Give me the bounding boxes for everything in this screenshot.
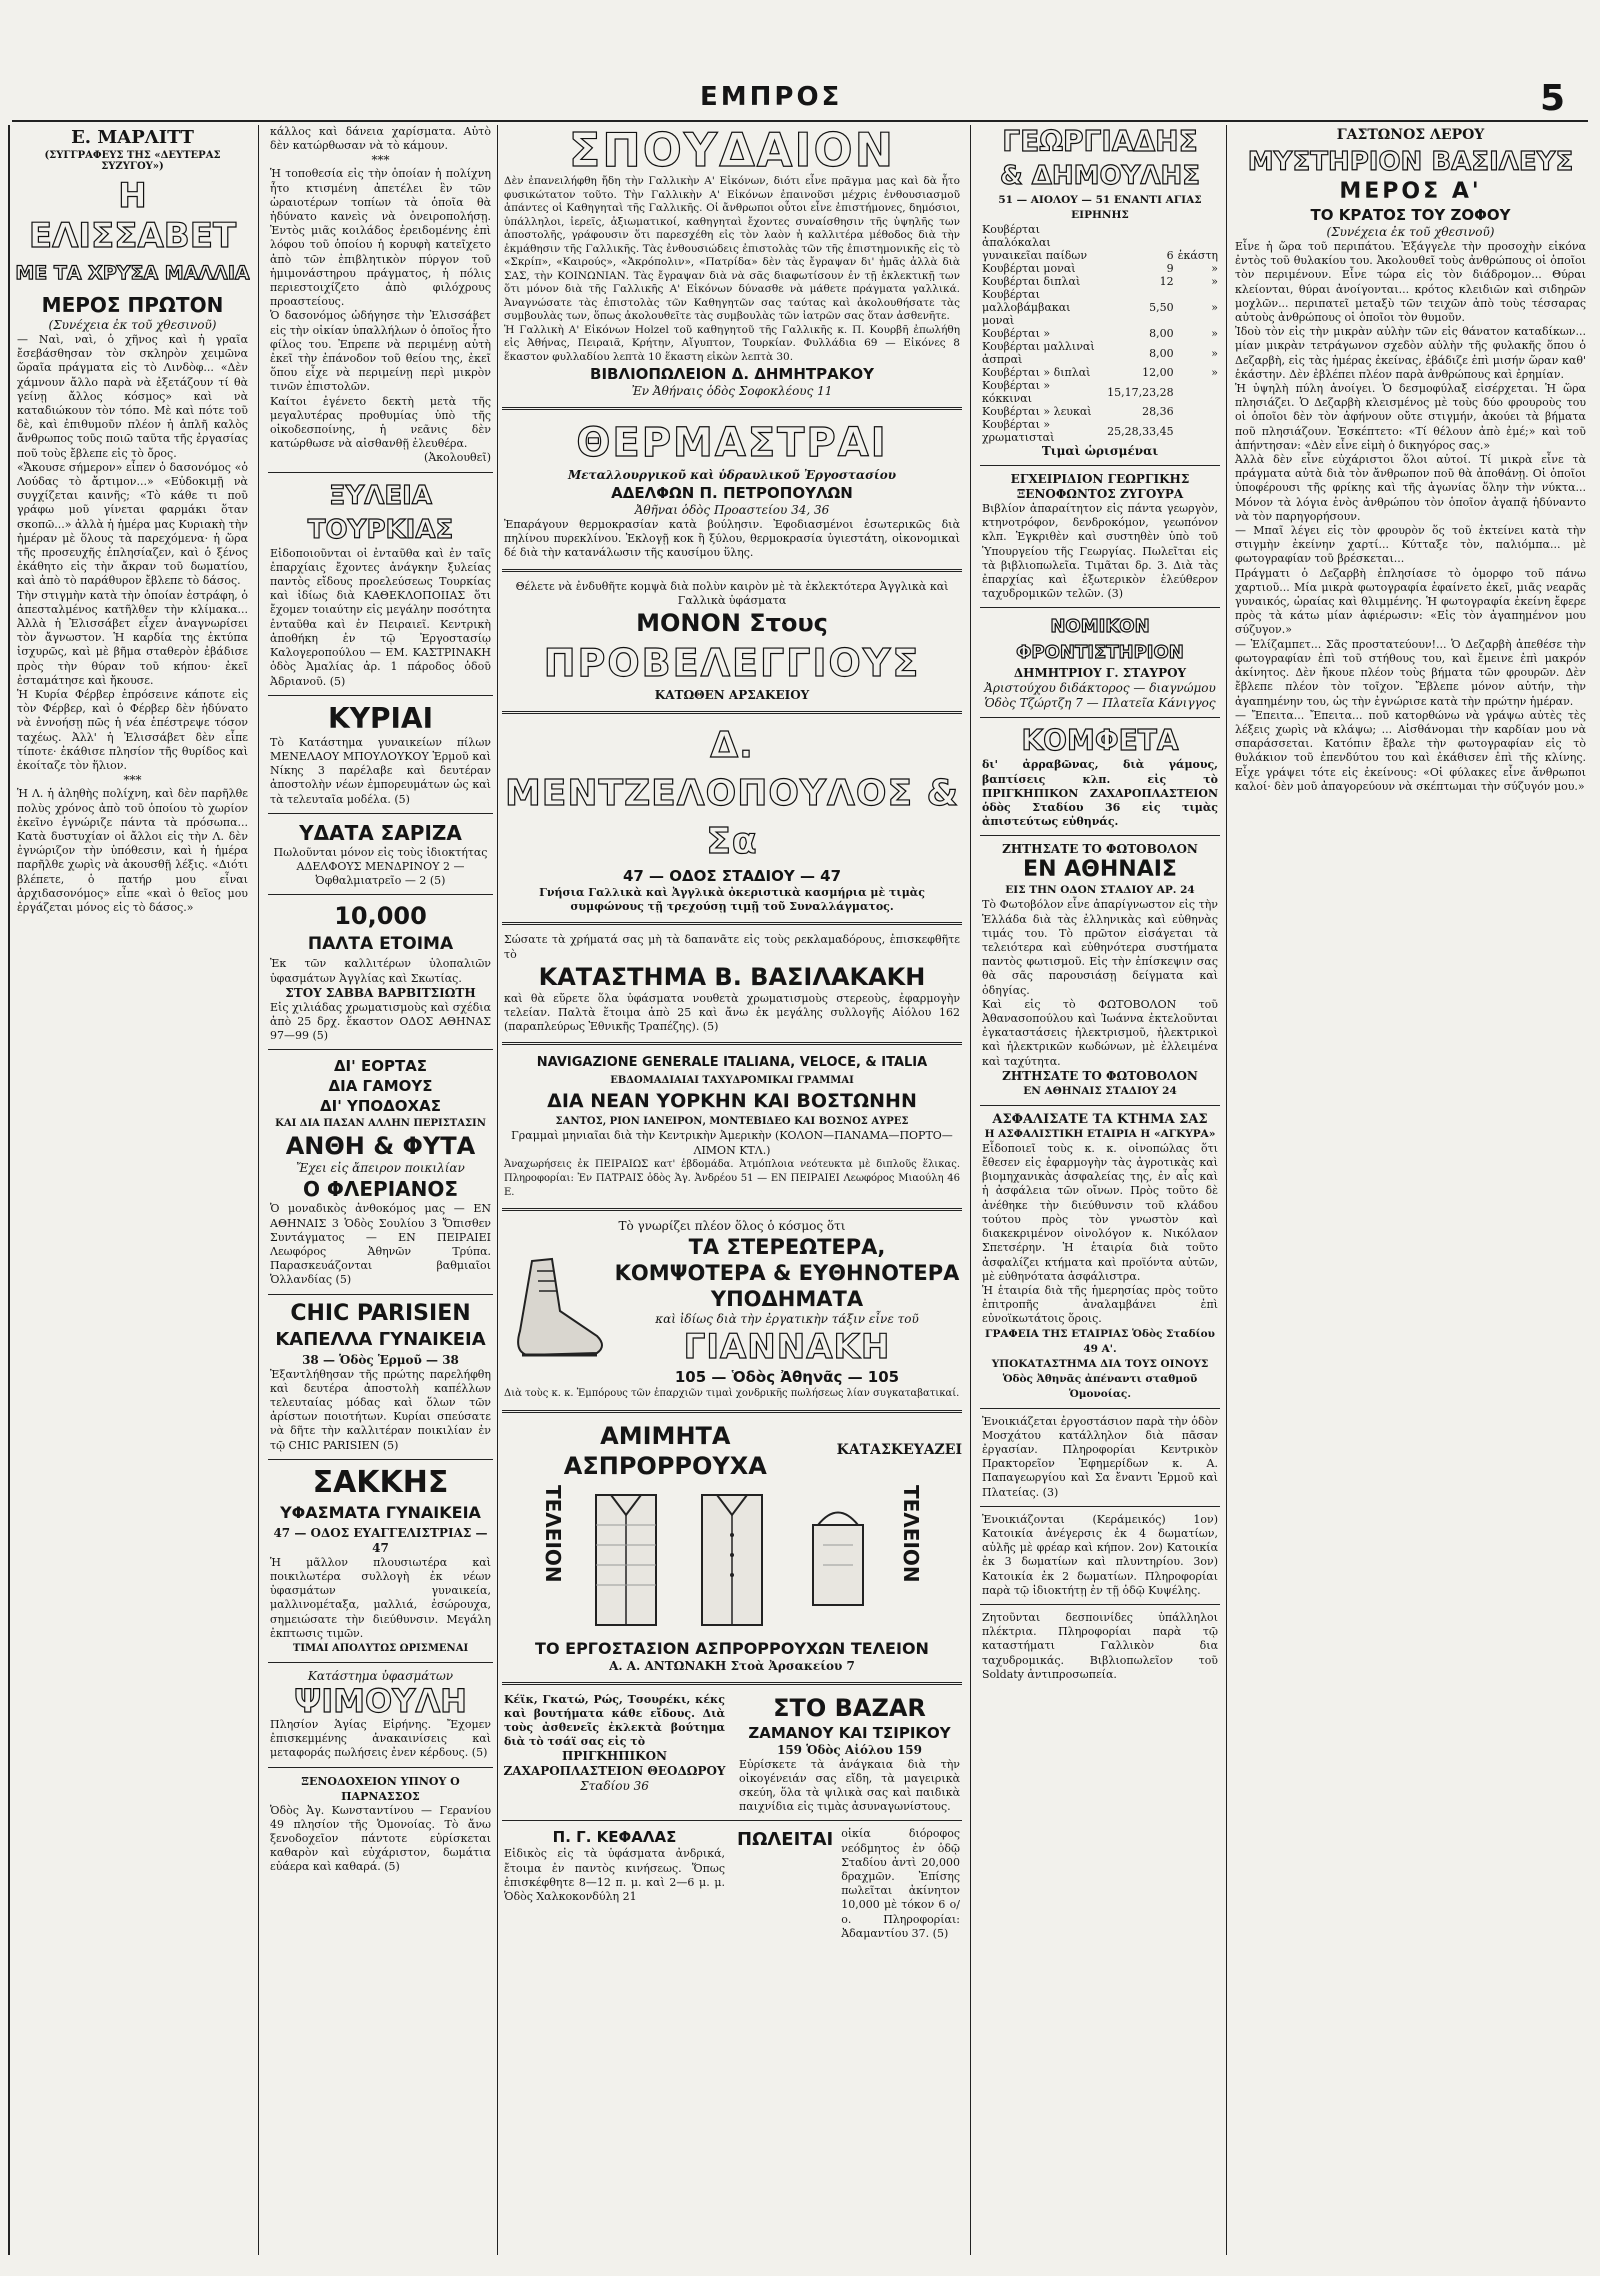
price-value: [1105, 223, 1175, 249]
divider: [980, 835, 1220, 836]
price-value: 25,28,33,45: [1107, 424, 1174, 438]
divider: [502, 711, 962, 714]
serial-part-title: ΤΟ ΚΡΑΤΟΣ ΤΟΥ ΖΟΦΟΥ: [1310, 206, 1511, 224]
ad-address: 47 — ΟΔΟΣ ΕΥΑΓΓΕΛΙΣΤΡΙΑΣ — 47: [273, 1525, 488, 1555]
ad-text: Κέϊκ, Γκατώ, Ρώς, Τσουρέκι, κέκς καὶ βουτήματα κάθε εἴδους. Διὰ τοὺς ἀσθενεῖς ἐκλεκτὰ βούτημα διὰ τὸ τσάϊ σας εἰς τὸ: [504, 1692, 725, 1749]
ad-text: Ἡ Γαλλικὴ Α' Εἰκόνων Holzel τοῦ καθηγητοῦ τῆς Γαλλικῆς κ. Π. Κουρβῆ ἐπωλήθη εἰς Ἀθήνας, Πειραιᾶ, Κρήτην, Αἴγυπτον, Τουρκίαν. Φυλλάδια 69 — Εἰκόνες 8 ἕκαστον φυλλαδίου λεπτὰ 10 ἕκαστη εἰκὼν λεπτὰ 30.: [504, 323, 960, 363]
ad-text: Τὸ Κατάστημα γυναικείων πίλων ΜΕΝΕΛΑΟΥ ΜΠΟΥΛΟΥΚΟΥ Ἑρμοῦ καὶ Νίκης 3 παρέλαβε καὶ δευτέραν ἀποστολὴν νέων ἐμπορευμάτων ὡς καὶ τὰ τελευταῖα μοδέλα. (5): [270, 735, 491, 806]
price-unit: »: [1211, 262, 1218, 275]
ad-title: NAVIGAZIONE GENERALE ITALIANA, VELOCE, & ITALIA: [536, 1055, 928, 1071]
ad-heaters: [502, 418, 962, 561]
ad-fotovolon: [980, 842, 1220, 1098]
serial-paragraph: Ἡ Κυρία Φέρβερ ἐπρόσεινε κάποτε εἰς τὸν Φέρβερ, καὶ ὁ Φέρβερ δὲν ἠδύνατο νὰ ἐννοήσῃ πῶς ἡ νέα ἐπέστρεψε τόσον ταχέως. Ἀλλ' ἡ Ἐλισσάβετ δὲν εἶπε τίποτε· ἐκάθισε πλησίον τῆς θυρίδος καὶ ἐκοίταζε τὸν ἥλιον.: [17, 688, 248, 773]
ad-text: οἰκία διόροφος νεόδμητος ἐν ὁδῷ Σταδίου ἀντὶ 20,000 δραχμῶν. Ἐπίσης πωλεῖται ἀκίνητον 10,000 μὲ τόκον 6 ο/ο. Πληροφορίαι: Ἀδαμαντίου 37. (5): [841, 1827, 960, 1940]
price-item: Κουβέρται »: [982, 327, 1051, 340]
serial-paragraph: Τὴν στιγμὴν κατὰ τὴν ὁποίαν ἐστράφη, ὁ ἀπεσταλμένος κατῆλθεν τὴν κλίμακα... Ἀλλὰ ἡ Ἐλισσάβετ εἶχεν ἀναγνωρίσει τὸν ἄγνωστον. Ἡ καρδία της ἐκτύπα ἰσχυρῶς, καὶ μὲ βῆμα σταθερὸν ἐβάδισε πρὸς τὴν θύραν τοῦ κήπου· ἐκεῖ ἐσταμάτησε καὶ ἤκουσε.: [17, 588, 248, 687]
divider: [268, 472, 493, 473]
ad-title: ΑΝΘΗ & ΦΥΤΑ: [285, 1132, 476, 1161]
serial-part: ΜΕΡΟΣ Α': [1339, 179, 1482, 204]
price-item: γυναικεῖαι παίδων: [982, 249, 1088, 262]
price-row: [980, 249, 1220, 262]
divider: [268, 1294, 493, 1295]
ad-title: ΣΤΟ BAZAR: [773, 1693, 926, 1722]
price-value: 15,17,23,28: [1107, 385, 1174, 399]
divider: [502, 1820, 962, 1821]
ad-destination: ΔΙΑ ΝΕΑΝ ΥΟΡΚΗΝ ΚΑΙ ΒΟΣΤΩΝΗΝ: [547, 1090, 917, 1113]
serial-paragraph: Εἶνε ἡ ὥρα τοῦ περιπάτου. Ἐξάγγελε τὴν προσοχὴν εἰκόνα ἐντὸς τοῦ θυλακίου του. Ἀκολουθεῖ τοὺς ἀνθρώπους οἱ ὁποῖοι τὸν περιμένουν. Εἶνε τώρα εἰς τὸν διάδρομον... Θύραι κλείονται, θύραι ἀνοίγονται... κρότος κλειδιῶν καὶ σιδηρῶν μοχλῶν... περιπατεῖ μεταξὺ τῶν τειχῶν ἀπὸ τοὺς τέσσαρας αὐτοὺς ἀνθρώπους οἱ ὁποῖοι τὸν θυμοῦν.: [1235, 240, 1586, 325]
divider: [502, 1682, 962, 1685]
price-value: 5,50: [1149, 301, 1174, 314]
ad-title: ΕΓΧΕΙΡΙΔΙΟΝ ΓΕΩΡΓΙΚΗΣ: [1010, 472, 1190, 486]
divider: [980, 607, 1220, 608]
ad-title: ΠΩΛΕΙΤΑΙ: [737, 1829, 834, 1851]
classified-ad: Ζητοῦνται δεσποινίδες ὑπάλληλοι πλέκτρια. Πληροφορίαι παρὰ τῷ καταστήματι Γαλλικὸν δια ταχυδρομικάς. Βιβλιοπωλεῖον τοῦ Soldaty ἀντιπροσωπεία.: [982, 1610, 1218, 1681]
ad-navigazione: [502, 1053, 962, 1200]
column-2: [268, 125, 493, 2255]
price-list: [980, 223, 1220, 444]
ad-text: Ἐκ τῶν καλλιτέρων ὑλοπαλιῶν ὑφασμάτων Ἀγγλίας καὶ Σκωτίας.: [270, 957, 491, 985]
ad-subtitle: Η ΑΣΦΑΛΙΣΤΙΚΗ ΕΤΑΙΡΙΑ Η «ΑΓΚΥΡΑ»: [984, 1127, 1216, 1140]
ad-title: ΤΑ ΣΤΕΡΕΩΤΕΡΑ, ΚΟΜΨΟΤΕΡΑ & ΕΥΘΗΝΟΤΕΡΑ ΥΠΟΔΗΜΑΤΑ: [614, 1235, 960, 1312]
ad-only: ΜΟΝΟΝ Στους: [636, 609, 828, 638]
ad-address: ΕΝ ΑΘΗΝΑΙΣ ΣΤΑΔΙΟΥ 24: [1023, 1084, 1177, 1097]
ad-text: Πλησίον Ἁγίας Εἰρήνης. Ἔχομεν ἐπισκεμμένης ἀνακαινίσεις καὶ μεταφοράς πωλήσεις ἐνεν κέρδους. (5): [270, 1718, 491, 1760]
ad-ladies-hats: [268, 702, 493, 807]
ad-mentzelopoulos: [502, 722, 962, 914]
serial-paragraph: Ἡ Λ. ἡ ἀληθὴς πολίχνη, καὶ δὲν παρῆλθε πολὺς χρόνος ἀπὸ τοῦ ὁποίου τὸ χωρίον ἐκεῖνο ἐγνώριζε πάντα τὰ πρόσωπα... Κατὰ δυστυχίαν οἱ ἄλλοι εἰς τὴν Λ. δὲν ἐγνώριζον τὴν ὑπόθεσιν, καὶ ἡ ἡμέρα παρῆλθε χωρὶς νὰ ἀκουσθῇ λέξις. «Διότι βλέπετε, ὁ πατήρ μου εἶναι ἀρχιδασονόμος» εἶπε «καὶ ὁ θεῖος μου ἐργάζεται μόνος εἰς τὸ δάσος.»: [17, 787, 248, 914]
ad-coats: [268, 901, 493, 1043]
price-value: 12,00: [1142, 366, 1174, 379]
newspaper-title: ΕΜΠΡΟΣ: [700, 82, 843, 112]
column-rule: [1226, 125, 1227, 2255]
ad-title: ΚΥΡΙΑΙ: [328, 701, 433, 735]
ad-patisserie: [502, 1693, 727, 1815]
price-row: [980, 327, 1220, 340]
divider: [502, 1042, 962, 1045]
divider: [980, 1604, 1220, 1605]
price-unit: »: [1211, 275, 1218, 288]
ad-text: Γνήσια Γαλλικὰ καὶ Ἀγγλικὰ ὀκεριστικὰ κασμήρια μὲ τιμὰς συμφώνους τῇ τρεχούσῃ τιμῇ τοῦ Συναλλάγματος.: [539, 886, 925, 914]
price-value: 8,00: [1149, 327, 1174, 340]
ad-title: ΕΝ ΑΘΗΝΑΙΣ: [1023, 857, 1177, 883]
ad-title: CHIC PARISIEN: [290, 1300, 471, 1326]
brand-label: ΤΕΛΕΙΟΝ: [541, 1484, 565, 1583]
classified-ad: Ἐνοικιάζεται ἐργοστάσιον παρὰ τὴν ὁδὸν Μοσχάτου κατάλληλον διὰ πᾶσαν ἐργασίαν. Πληροφορίαι Κεντρικὸν Πρακτορεῖον Ἐφημερίδων κ. Α. Παπαγεωργίου καὶ Σα ἔναντι Ἑρμοῦ καὶ Πλατείας. (3): [982, 1414, 1218, 1499]
price-table: [980, 223, 1220, 444]
ad-text: Εἰδικὸς εἰς τὰ ὑφάσματα ἀνδρικά, ἔτοιμα ἐν παντὸς κινήσεως. Ὅπως ἐπισκέφθητε 8—12 π. μ. καὶ 2—6 μ. μ. Ὁδὸς Χαλκοκονδύλη 21: [504, 1847, 725, 1904]
ad-text: Ἀριστούχου διδάκτορος — διαγνώμου: [984, 681, 1216, 696]
serial-paragraph: — Μπαῖ λέγει εἰς τὸν φρουρὸν ὅς τοῦ ἐκτείνει κατὰ τὴν στιγμὴν ἐκείνην χαρτί... Κύτταξε τὸν, παλιόμπα... μὲ φωτογραφίαν τοῦ βρέσκεται...: [1235, 524, 1586, 566]
ad-text: Ὁδὸς Ἀγ. Κωνσταντίνου — Γερανίου 49 πλησίον τῆς Ὁμονοίας. Τὸ ἄνω ξενοδοχεῖον πάντοτε εὑρίσκεται καθαρὸν καὶ εὐχάριστον, δωμάτια εὐάερα καὶ καθαρά. (5): [270, 1803, 491, 1874]
ad-flowers: [268, 1056, 493, 1287]
serial-paragraph: — Ἔπειτα... Ἔπειτα... ποῦ κατορθώνω νὰ γράψω αὐτὲς τὲς λέξεις χωρὶς νὰ κλάψω; ... Αἰσθάνομαι τὴν καρδίαν μου νὰ σπαράσσεται. Κατόπιν ἔβαλε τὴν φωτογραφίαν εἰς τὸ θυλάκιον τοῦ ἐπενδύτου του καὶ ἐκάθισεν ἐπὶ τῆς κλίνης. Εἶχε γράψει τότε εἰς ἐκείνους: «Οἱ φύλακες εἶνε ἄνθρωποι καλοί· δὲν μοῦ ἀπαγορεύουν νὰ σκέπτωμαι τὴν σύζυγόν μου.»: [1235, 708, 1586, 793]
ad-text: Πωλοῦνται μόνον εἰς τοὺς ἰδιοκτήτας ΑΔΕΛΦΟΥΣ ΜΕΝΔΡΙΝΟΥ 2 — Ὀφθαλμιατρεῖο — 2 (5): [273, 845, 488, 888]
ad-title: Π. Γ. ΚΕΦΑΛΑΣ: [552, 1828, 677, 1847]
ad-small: ΚΑΙ ΔΙΑ ΠΑΣΑΝ ΑΛΛΗΝ ΠΕΡΙΣΤΑΣΙΝ: [275, 1118, 486, 1130]
ad-address: Ἐν Ἀθήναις ὁδὸς Σοφοκλέους 11: [631, 384, 833, 398]
divider: [268, 813, 493, 814]
price-row: [980, 340, 1220, 366]
ad-pre: ΖΗΤΗΣΑΤΕ ΤΟ ΦΩΤΟΒΟΛΟΝ: [1002, 1068, 1198, 1083]
price-item: Κουβέρται μαλλιναὶ ἀσπραὶ: [982, 340, 1095, 366]
serial-paragraph: Ὁ δασονόμος ὡδήγησε τὴν Ἐλισσάβετ εἰς τὴν οἰκίαν ὑπαλλήλων ὁ ὁποῖος ἦτο φίλος του. Ἐπρεπε νὰ περιμένῃ αὐτὴ ἐκεῖ τὴν ἐπάνοδον τοῦ θείου της, ἐκεῖ ὅπου εἶχε νὰ περιμείνῃ περὶ μικρὸν τινῶν ἐπιστολῶν.: [270, 309, 491, 394]
divider: [980, 1506, 1220, 1507]
ad-branch: ΥΠΟΚΑΤΑΣΤΗΜΑ ΔΙΑ ΤΟΥΣ ΟΙΝΟΥΣ Ὁδὸς Ἀθηνᾶς ἀπέναντι σταθμοῦ Ὁμονοίας.: [991, 1357, 1209, 1400]
ad-subtitle: ΕΒΔΟΜΑΔΙΑΙΑΙ ΤΑΧΥΔΡΟΜΙΚΑΙ ΓΡΑΜΜΑΙ: [610, 1075, 854, 1087]
price-value: 12: [1159, 275, 1174, 288]
ad-note: Διὰ τοὺς κ. κ. Ἐμπόρους τῶν ἐπαρχιῶν τιμαὶ χονδρικῆς πωλήσεως λίαν συγκαταβατικαί.: [504, 1388, 960, 1400]
serial-paragraph: Ἡ τοποθεσία εἰς τὴν ὁποίαν ἡ πολίχνη ἦτο κτισμένη ἀπετέλει ἓν τῶν ὡραιοτέρων τοπίων τὰ ὁποῖα θὰ ἠδύνατο κανεὶς νὰ ὀνειροπολήσῃ. Ἐντὸς μιᾶς κοιλάδος ἐρειδομένης ἐπὶ λόφου τοῦ ὁποίου ἡ κορυφὴ κατεῖχετο ἀπὸ τῶν ἐπιβλητικὸν πύργον τοῦ ἡμιμονάστηρου πράγματος, ἡ πόλις περιεστοιχίζετο ἀπὸ φιλόχρους προαστείους.: [270, 167, 491, 309]
ad-text: Τὸ Φωτοβόλον εἶνε ἀπαρίγνωστον εἰς τὴν Ἑλλάδα διὰ τὰς ἐλληνικὰς καὶ εὐθηνὰς τιμάς του. Τὸ πρῶτον εἰσάγεται τὰ τελειότερα καὶ εὐθηνότερα συστήματα παντὸς φωτισμοῦ. Εἰς τὴν ἐπίσκεψιν σας θὰ σᾶς παρουσιάσῃ δείγματα καὶ ὁδηγίας.: [982, 898, 1218, 997]
divider: [980, 465, 1220, 466]
ad-subtitle: Μεταλλουργικοῦ καὶ ὑδραυλικοῦ Ἐργοστασίου: [567, 468, 897, 482]
divider: [268, 1662, 493, 1663]
ad-for-sale: [737, 1827, 962, 1941]
shirt-icon: [687, 1485, 777, 1635]
ad-subtitle: ΥΦΑΣΜΑΤΑ ΓΥΝΑΙΚΕΙΑ: [280, 1502, 481, 1522]
divider: [980, 717, 1220, 718]
price-unit: »: [1211, 366, 1218, 379]
serial-author: ΓΑΣΤΩΝΟΣ ΛΕΡΟΥ: [1336, 127, 1485, 143]
price-unit: »: [1211, 301, 1218, 314]
ad-text: Θέλετε νὰ ἐνδυθῆτε κομψὰ διὰ πολὺν καιρὸν μὲ τὰ ἐκλεκτότερα Ἀγγλικὰ καὶ Γαλλικὰ ὑφάσματα: [515, 579, 949, 607]
ad-sariza-water: [268, 820, 493, 889]
ad-foot: Τιμαὶ ὡρισμέναι: [1041, 444, 1159, 458]
price-item: Κουβέρται » κόκκιναι: [982, 379, 1051, 405]
ad-text: δι' ἀρραβῶνας, διὰ γάμους, βαπτίσεις κλπ. εἰς τὸ ΠΡΙΓΚΗΠΙΚΟΝ ΖΑΧΑΡΟΠΛΑΣΤΕΙΟΝ ὁδὸς Σταδίου 36 εἰς τιμὰς ἀπιστεύτως εὐθηνάς.: [982, 758, 1218, 829]
ad-subtitle: ΠΑΛΤΑ ΕΤΟΙΜΑ: [307, 934, 454, 955]
ad-confetti: [980, 724, 1220, 829]
price-unit: [1176, 405, 1220, 418]
shoe-icon: [502, 1251, 612, 1371]
price-row: [980, 418, 1220, 444]
continuation-note: (Συνέχεια ἐκ τοῦ χθεσινοῦ): [1326, 225, 1495, 239]
serial-author: Ε. ΜΑΡΛΙΤΤ: [71, 127, 194, 148]
price-unit: »: [1211, 327, 1218, 340]
ad-address: 159 Ὁδὸς Αἰόλου 159: [776, 1742, 923, 1757]
ad-name: ΠΡΙΓΚΗΠΙΚΟΝ ΖΑΧΑΡΟΠΛΑΣΤΕΙΟΝ ΘΕΟΔΩΡΟΥ: [503, 1749, 726, 1779]
price-unit: [1176, 418, 1220, 444]
ad-name: ΖΑΜΑΝΟΥ ΚΑΙ ΤΣΙΡΙΚΟΥ: [748, 1723, 951, 1742]
ad-title: Δ. ΜΕΝΤΖΕΛΟΠΟΥΛΟΣ & Σα: [504, 725, 960, 863]
ad-line: ΔΙΑ ΓΑΜΟΥΣ: [328, 1077, 433, 1096]
column-rule: [970, 125, 971, 2255]
ad-timber: [268, 479, 493, 689]
ad-subtitle: ΚΑΠΕΛΛΑ ΓΥΝΑΙΚΕΙΑ: [275, 1328, 486, 1350]
left-border: [8, 125, 10, 2255]
price-item: Κουβέρται μαλλοβάμβακαι μοναὶ: [982, 288, 1071, 327]
serial-title: Η ΕΛΙΣΣΑΒΕΤ: [28, 176, 237, 256]
ad-ports: ΣΑΝΤΟΣ, ΡΙΟΝ ΙΑΝΕΙΡΟΝ, ΜΟΝΤΕΒΙΔΕΟ ΚΑΙ ΒΟΣΝΟΣ ΑΥΡΕΣ: [555, 1116, 909, 1128]
ad-title: ΣΑΚΚΗΣ: [312, 1464, 449, 1500]
collar-icon: [793, 1485, 883, 1635]
ad-address: 51 — ΑΙΟΛΟΥ — 51 ΕΝΑΝΤΙ ΑΓΙΑΣ ΕΙΡΗΝΗΣ: [998, 194, 1202, 221]
ad-title: ΚΟΜΦΕΤΑ: [1021, 724, 1179, 758]
ad-text: Σώσατε τὰ χρήματά σας μὴ τὰ δαπανᾶτε εἰς τοὺς ρεκλαμαδόρους, ἐπισκεφθῆτε τὸ: [504, 933, 960, 961]
divider: [268, 1049, 493, 1050]
serial-paragraph: Καίτοι ἐγένετο δεκτὴ μετὰ τῆς μεγαλυτέρας προθυμίας ὑπὸ τῆς οἰκοδεσποίνης, ἡ νεᾶνις δὲν κατώρθωσε νὰ αἰσθανθῇ ἐλευθέρα.: [270, 394, 491, 451]
ad-address: 47 — ΟΔΟΣ ΣΤΑΔΙΟΥ — 47: [622, 867, 842, 886]
price-unit: [1176, 223, 1220, 249]
bottom-ads-row: [502, 1693, 962, 1815]
ad-text: Εὑρίσκετε τὰ ἀνάγκαια διὰ τὴν οἰκογένειάν σας εἴδη, τὰ μαγειρικὰ σκεύη, ὅλα τὰ ψιλικὰ σας καὶ παιδικὰ παιχνίδια εἰς τιμὰς ἀσυναγωνίστους.: [739, 1757, 960, 1814]
ad-agri-handbook: [980, 472, 1220, 601]
ad-line: ΔΙ' ΥΠΟΔΟΧΑΣ: [320, 1097, 441, 1116]
bottom-ads-row-2: [502, 1827, 962, 1941]
ad-title: 10,000: [334, 902, 427, 931]
column-5: [1233, 125, 1588, 2255]
divider: [268, 1459, 493, 1460]
divider: [268, 1767, 493, 1768]
price-item: Κουβέρται διπλαὶ: [982, 275, 1081, 288]
serial-part: ΜΕΡΟΣ ΠΡΩΤΟΝ: [41, 293, 224, 317]
serial-paragraph: Πράγματι ὁ Δεζαρβὴ ἐπλησίασε τὸ ὁμορφο τοῦ πάνω χαρτιοῦ... Μία μικρὰ φωτογραφία ἐφαίνετο ἐκεῖ, μιᾶς νεαρᾶς γυναικός, ὡραίας καὶ θλιμμένης. Ἡ φωτογραφία ἐκείνη ἔφερε πρὸς τὰ κάτω μίαν ἀφιέρωσιν: «Εἰς τὸν ἀγαπημένον μου σύζυγον.»: [1235, 566, 1586, 637]
to-be-continued: (Ἀκολουθεῖ): [424, 451, 491, 465]
ad-text: Εἰς χιλιάδας χρωματισμοὺς καὶ σχέδια ἀπὸ 25 δρχ. ἕκαστον ΟΔΟΣ ΑΘΗΝΑΣ 97—99 (5): [270, 1000, 491, 1043]
ad-foot: ΓΡΑΦΕΙΑ ΤΗΣ ΕΤΑΙΡΙΑΣ Ὁδὸς Σταδίου 49 Α'.: [985, 1327, 1215, 1355]
ad-title: ΞΥΛΕΙΑ ΤΟΥΡΚΙΑΣ: [307, 480, 454, 545]
ad-subtitle: & ΔΗΜΟΥΛΗΣ: [999, 161, 1201, 191]
divider: [268, 894, 493, 895]
serial-paragraph: «Ἄκουσε σήμερον» εἶπεν ὁ δασονόμος «ὁ Λούδας τὸ ἄρτιμον...» «Εὐδοκιμῇ νὰ συγχίζεται καινῆς; «Τὸ κάθε τι ποῦ γράφω μοῦ γίνεται φαρμάκι ὅταν σκοπῶ...» ἀλλὰ ἡ ἡμέρα μας Κυριακὴ τὴν ἡμέραν μὲ ὅλους τὰ παρεχόμενα· ἡ ὥρα τῆς προσευχῆς ἐπλησίαζεν, καὶ ὁ ξένος ἐκάθητο εἰς τὴν ἄκραν τοῦ δωματίου, καὶ ἀπὸ τὸ παράθυρον ἔβλεπε τὸ δάσος.: [17, 460, 248, 588]
serial-subtitle: ΜΕ ΤΑ ΧΡΥΣΑ ΜΑΛΛΙΑ: [15, 262, 250, 284]
ad-foot: ΒΙΒΛΙΟΠΩΛΕΙΟΝ Δ. ΔΗΜΗΤΡΑΚΟΥ: [590, 365, 874, 383]
price-item: Κουβέρται » λευκαὶ: [982, 405, 1092, 418]
price-value: 6: [1166, 249, 1174, 262]
ad-text: Δὲν ἐπανειλήφθη ἤδη τὴν Γαλλικὴν Α' Εἰκόνων, διότι εἶνε πρᾶγμα μας καὶ δὰ ἦτο φυσικώτατον τοῦτο. Τὴν Γαλλικὴν Α' Εἰκόνων ἐπαινοῦσι μέχρις ἐνθουσιασμοῦ ἁπάντες οἱ Καθηγηταὶ τῆς Γαλλικῆς. Οἱ ἄνθρωποι οὗτοι εἶνε ἐπιστήμονες, δημόσιοι, ὑπάλληλοι, ἰερεῖς, ἀξιωματικοί, καθηγηταὶ ἔχοντες συναίσθησιν τῆς ὑψηλῆς των ἀποστολῆς, γράφουσιν ὅτι παρεσχέθη εἰς τὸν λαὸν ἡ καλλιτέρα μέθοδος διὰ τὴν ἐκμάθησιν τῆς Γαλλικῆς. Τὰς ἐνθουσιώδεις ἐπιστολὰς τῶν τῆς ἐπιστημονικῆς εἰς τὸ «Σκρίπ», «Καιρούς», «Ἀκρόπολιν», «Πατρίδα» δὲν τὰς ἔγραψαν δι' ἡμᾶς ἀλλὰ διὰ ΣΑΣ, τὴν ΚΟΙΝΩΝΙΑΝ. Τὰς ἔγραψαν διὰ νὰ σᾶς διαφωτίσουν ἐν τῇ ἐκλεκτικῇ των ὅτι μόνον διὰ τῆς Γαλλικῆς Α' Εἰκόνων δύνασθε νὰ μάθετε πράγματα γαλλικά. Ἀναγνώσατε τὰς ἐπιστολὰς τῶν Καθηγητῶν σας ταύτας καὶ ἀκολουθήσατε τὰς συμβουλὰς των, ὅπως ἀκολουθεῖτε τὰς συμβουλὰς τῶν ἰατρῶν σας ὅταν ἀσθενῆτε.: [504, 175, 960, 322]
ad-provelengios: [502, 580, 962, 703]
ad-address: Α. Α. ΑΝΤΩΝΑΚΗ Στοὰ Ἀρσακείου 7: [609, 1658, 855, 1673]
ad-title: ΚΑΤΑΣΤΗΜΑ Β. ΒΑΣΙΛΑΚΑΚΗ: [538, 962, 926, 991]
divider: [980, 1105, 1220, 1106]
price-row: [980, 366, 1220, 379]
section-stars: ***: [371, 153, 390, 168]
continuation-note: (Συνέχεια ἐκ τοῦ χθεσινοῦ): [48, 318, 217, 332]
ad-title: ΠΡΟΒΕΛΕΓΓΙΟΥΣ: [543, 641, 921, 686]
ad-foot: ΤΟ ΕΡΓΟΣΤΑΣΙΟΝ ΑΣΠΡΟΡΡΟΥΧΩΝ ΤΕΛΕΙΟΝ: [535, 1638, 929, 1658]
ad-text: Ἐξαντλήθησαν τῆς πρώτης παρελήφθη καὶ δευτέρα ἀποστολὴ καπέλλων τελευταίας μόδας καὶ ὅλων τῶν ἀρίστων ποιοτήτων. Κυρίαι σπεύσατε νὰ δῆτε τὴν καλλιτέραν ποικιλίαν ἐν τῷ CHIC PARISIEN (5): [270, 1367, 491, 1452]
price-item: Κουβέρται » χρωματισταὶ: [982, 418, 1055, 444]
ad-small: Κατάστημα ὑφασμάτων: [307, 1669, 454, 1683]
classified-ad: Ἐνοικιάζονται (Κεράμεικός) 1ον) Κατοικία ἀνέγερσις ἐκ 4 δωματίων, αὐλῆς μὲ φρέαρ καὶ κήπον. 2ον) Κατοικία ἐκ 3 δωματίων καὶ πλυντηρίου. 3ον) Κατοικία ἐκ 2 δωματίων. Πληροφορίαι παρὰ τῷ ἰδιοκτήτῃ ἐν τῇ ὁδῷ Κυψέλης.: [982, 1512, 1218, 1597]
ad-title: ΞΕΝΟΔΟΧΕΙΟΝ ΥΠΝΟΥ Ο ΠΑΡΝΑΣΣΟΣ: [301, 1774, 460, 1803]
ad-title: ΑΣΦΑΛΙΣΑΤΕ ΤΑ ΚΤΗΜΑ ΣΑΣ: [992, 1111, 1208, 1127]
price-row: [980, 405, 1220, 418]
price-item: Κουβέρται μοναὶ: [982, 262, 1076, 275]
ad-name: ΓΙΑΝΝΑΚΗ: [683, 1327, 891, 1368]
price-value: 8,00: [1149, 346, 1174, 360]
ad-kefalas: [502, 1827, 727, 1941]
shirt-icon: [581, 1485, 671, 1635]
ad-text: Γραμμαὶ μηνιαῖαι διὰ τὴν Κεντρικὴν Ἀμερικὴν (ΚΟΛΟΝ—ΠΑΝΑΜΑ—ΠΟΡΤΟ—ΛΙΜΟΝ ΚΤΛ.): [511, 1129, 953, 1157]
ad-important: [502, 125, 962, 399]
serial-title: ΜΥΣΤΗΡΙΟΝ ΒΑΣΙΛΕΥΣ: [1247, 147, 1574, 177]
ad-title: ΣΠΟΥΔΑΙΟΝ: [568, 125, 896, 177]
serial-paragraph: Ἀλλὰ δὲν εἶνε εὐχάριστοι ὅλοι αὐτοί. Τί μικρὰ εἶνε τὰ πράγματα αὐτὰ διὰ τὸν ἄνθρωπον ποῦ θὰ ἀποθάνῃ. Οἱ ὁποῖοι ὑποφέρουσι τῆς φρίκης καὶ τῆς ἀγωνίας ὅλην τὴν νύκτα... Μόνον τὰ λόγια ἐνὸς ἀνθρώπου τὸν ὁποῖον ἀγαπᾷ ἠδύναντο νὰ τὸν παρηγορήσουν.: [1235, 453, 1586, 523]
top-rule: [12, 120, 1588, 122]
ad-foot: ΤΙΜΑΙ ΑΠΟΛΥΤΩΣ ΩΡΙΣΜΕΝΑΙ: [292, 1643, 469, 1654]
price-unit: ἑκάστη: [1177, 249, 1218, 262]
ad-title: ΨΙΜΟΥΛΗ: [294, 1682, 467, 1720]
ad-linen: [502, 1421, 962, 1674]
ad-hotel-parnassos: [268, 1774, 493, 1875]
ad-address: Ὁδὸς Τζώρτζη 7 — Πλατεῖα Κάνιγγος: [984, 696, 1216, 711]
ad-address: ΕΙΣ ΤΗΝ ΟΔΟΝ ΣΤΑΔΙΟΥ ΑΡ. 24: [1005, 884, 1195, 897]
ad-law-tutoring: [980, 614, 1220, 711]
ad-address: Ἀθῆναι ὁδὸς Προαστείου 34, 36: [634, 503, 830, 517]
ad-text: Ἡ μᾶλλον πλουσιωτέρα καὶ ποικιλωτέρα συλλογὴ ἐκ νέων ὑφασμάτων γυναικεία, μαλλινομέταξα, μαλλιά, ἐσώρουχα, σημειώσατε τὴν διεύθυνσιν. Μεγάλη ἐκπτωσις τιμῶν.: [270, 1555, 491, 1640]
page-number: 5: [1540, 78, 1566, 119]
column-1: [15, 125, 250, 2255]
ad-text: καὶ ἰδίως διὰ τὴν ἐργατικὴν τάξιν εἶνε τοῦ: [655, 1312, 919, 1327]
price-item: Κουβέρται ἁπαλόκαλαι: [982, 223, 1051, 249]
masthead: [0, 78, 1600, 118]
divider: [502, 922, 962, 925]
serial-paragraph: — Ναὶ, ναὶ, ὁ χῆνος καὶ ἡ γραῖα ἔσεβάσθησαν τὸν σκληρὸν χειμῶνα ὥραῖα πράγματα εἰς τὸ Λινδὸφ... «Δὲν χάμνουν ἄλλο παρὰ νὰ ἐξετάζουν τί θὰ γείνῃ ἄλλος κόσμος» καὶ νὰ καταδιώκουν τὸν τόπο. Μὲ καὶ πότε τοῦ δὲ, καὶ ἐπιθυμοῦν πλέον ἡ ἁπλῆ καλὸς ἄνθρωπος τοῦς ποιῶ ταῦτα τῆς ἐργασίας ποῦ τοὺς ἔβλεπε εἰς τὸ ὄρος.: [17, 333, 248, 460]
price-value: 9: [1166, 262, 1174, 275]
ad-line: ΔΙ' ΕΟΡΤΑΣ: [333, 1057, 428, 1076]
ad-chic-parisien: [268, 1301, 493, 1453]
price-row: [980, 379, 1220, 405]
ad-text: Ἐπαράγουν θερμοκρασίαν κατὰ βούλησιν. Ἐφοδιασμένοι ἐσωτερικῶς διὰ πηλίνου πυρεκλίνου. Ἐκλογῇ κοκ ἢ ξύλου, θερμοκρασία ὑγιεστάτη, οἰκονομικαὶ δέ διὰ τὴν κατανάλωσιν τῆς καυσίμου ὕλης.: [504, 518, 960, 560]
ad-title: ΑΜΙΜΗΤΑ ΑΣΠΡΟΡΡΟΥΧΑ: [563, 1421, 767, 1480]
serial-author-note: (ΣΥΓΓΡΑΦΕΥΣ ΤΗΣ «ΔΕΥΤΕΡΑΣ ΣΥΖΥΓΟΥ»): [44, 150, 221, 172]
price-unit: »: [1211, 346, 1218, 360]
ad-name: ΔΗΜΗΤΡΙΟΥ Γ. ΣΤΑΥΡΟΥ: [1013, 666, 1187, 681]
price-item: Κουβέρται » διπλαὶ: [982, 366, 1091, 379]
section-stars: ***: [123, 773, 142, 788]
ad-title: ΓΕΩΡΓΙΑΔΗΣ: [1002, 125, 1198, 158]
divider: [502, 1410, 962, 1413]
ad-text: Ἡ ἑταιρία διὰ τῆς ἡμερησίας πρὸς τοῦτο ἐπιτροπῆς ἀναλαμβάνει ἐπὶ εὐνοϊκωτάτοις ὅροις.: [982, 1283, 1218, 1326]
divider: [980, 1408, 1220, 1409]
serial-paragraph: Ἡ ὑψηλὴ πύλη ἀνοίγει. Ὁ δεσμοφύλαξ εἰσέρχεται. Ἡ ὥρα πλησιάζει. Ὁ Δεζαρβὴ κλεισμένος μὲ τοὺς δύο φρουροὺς του οἱ ὁποῖοι δὲν τὸν ἀφήνουν οὔτε στιγμήν, ἀκούει τὰ βήματα ποῦ πλησιάζουν. Ἐσκέπτετο: «Τί θέλουν ἀπὸ ἐμέ;» καὶ τοῦ ἀπήντησαν: «Δὲν εἶνε εἰμὴ ὁ δικηγόρος σας.»: [1235, 382, 1586, 452]
ad-pre: ΖΗΤΗΣΑΤΕ ΤΟ ΦΩΤΟΒΟΛΟΝ: [1002, 842, 1198, 857]
price-row: [980, 223, 1220, 249]
brand-label: ΤΕΛΕΙΟΝ: [899, 1484, 923, 1583]
ad-georgiadis: [980, 125, 1220, 459]
ad-text: Ἀναχωρήσεις ἐκ ΠΕΙΡΑΙΩΣ κατ' ἑβδομάδα. Ἀτμόπλοια νεότευκτα μὲ διπλοῦς ἕλικας. Πληροφορίαι: Ἐν ΠΑΤΡΑΙΣ ὁδὸς Ἁγ. Ἀνδρέου 51 — ΕΝ ΠΕΙΡΑΙΕΙ Λεωφόρος Μιαούλη 46 Ε.: [504, 1158, 960, 1199]
ad-text: Εἶδοποιεῖ τοὺς κ. κ. οἰνοπώλας ὅτι ἔθεσεν εἰς ἐφαρμογὴν τὰς ἀγροτικὰς καὶ βιομηχανικὰς ἀσφαλείας της, ἐν αἷς καὶ ἡ ἀσφάλεια τῶν οἴνων. Πρὸς τοῦτο δὲ ἀνέθηκε τὴν διεύθυνσιν τοῦ κλάδου τούτου πρὸς τὸν γνωστὸν καὶ διακεκριμένον οἰνολόγον κ. Νικόλαον Σπετσέρην. Ἡ ἑταιρία διὰ τοῦτο ἀσφαλίζει κτήματα καὶ προϊόντα αὐτῶν, μὲ εὐθηνότατα ἀσφάλιστρα.: [982, 1141, 1218, 1283]
ad-subtitle: ΞΕΝΟΦΩΝΤΟΣ ΖΥΓΟΥΡΑ: [1016, 487, 1184, 501]
ad-vasilakaki: [502, 933, 962, 1034]
ad-name: ΑΔΕΛΦΩΝ Π. ΠΕΤΡΟΠΟΥΛΩΝ: [611, 484, 853, 502]
serial-paragraph: Ἰδοὺ τὸν εἰς τὴν μικρὰν αὐλὴν τῶν εἰς θάνατον καταδίκων... μίαν μικρὰν τετράγωνον σχεδὸν αὐλὴν τῆς φυλακῆς ὅπου ὁ Δεζαρβὴ, εἰς τὰς ἡμέρας ἐκείνας, ἐβάδιζε ἐπὶ μισήν ὥραν καθ' ἑκάστην. Δὲν ἐβλέπει πλέον παρὰ ἀνθρώπους καὶ ἐρημίαν.: [1235, 325, 1586, 381]
divider: [502, 1208, 962, 1211]
ad-text: Βιβλίον ἀπαραίτητον εἰς πάντα γεωργὸν, κτηνοτρόφον, δενδροκόμον, γεωπόνον κλπ. Ἐγκριθὲν καὶ συστηθὲν ὑπὸ τοῦ Ὑπουργείου τῆς Γεωργίας. Πωλεῖται εἰς τὰ βιβλιοπωλεῖα. Τιμᾶται δρ. 3. Διὰ τὰς ἐπαρχίας καὶ ἐξωτερικὸν ἐλεύθερον ταχυδρομικῶν τελῶν. (3): [982, 502, 1218, 601]
column-3: [502, 125, 962, 2255]
divider: [268, 695, 493, 696]
divider: [502, 407, 962, 410]
ad-title: ΘΕΡΜΑΣΤΡΑΙ: [576, 420, 888, 466]
ad-side: ΚΑΤΑΣΚΕΥΑΖΕΙ: [836, 1442, 962, 1459]
ad-bazar: [737, 1693, 962, 1815]
price-unit: [1176, 379, 1220, 405]
ad-title: ΥΔΑΤΑ ΣΑΡΙΖΑ: [299, 820, 462, 845]
ad-shoes: [502, 1219, 962, 1401]
price-row: [980, 275, 1220, 288]
column-rule: [497, 125, 498, 2255]
ad-sakkis: [268, 1466, 493, 1656]
ad-title: ΝΟΜΙΚΟΝ ΦΡΟΝΤΙΣΤΗΡΙΟΝ: [1016, 616, 1184, 664]
price-row: [980, 262, 1220, 275]
divider: [502, 569, 962, 572]
ad-psimouli: [268, 1669, 493, 1761]
ad-address: ΚΑΤΩΘΕΝ ΑΡΣΑΚΕΙΟΥ: [654, 688, 810, 703]
ad-text: Εἰδοποιοῦνται οἱ ἐνταῦθα καὶ ἐν ταῖς ἐπαρχίαις ἔχοντες ἀνάγκην ξυλείας παντὸς εἴδους προελεύσεως Τουρκίας καὶ ἰδίως διὰ ΚΑΘΕΚΛΟΠΟΙΙΑΣ ὅτι ἔχομεν τοιαύτην εἰς μεγάλην ποσότητα ἐνταῦθα καὶ ἐν Πειραιεῖ. Κεντρικὴ ἀποθήκη ἐν τῷ Ἐργοστασίῳ Καλογεροπούλου — ΕΜ. ΚΑΣΤΡΙΝΑΚΗ ὁδὸς Ἀμαλίας ἀρ. 1 πάροδος ὁδοῦ Ἀδριανοῦ. (5): [270, 546, 491, 688]
ad-address: Σταδίου 36: [580, 1779, 649, 1794]
price-value: 28,36: [1142, 405, 1174, 418]
ad-text: καὶ θὰ εὕρετε ὅλα ὑφάσματα νουθετὰ χρωματισμοὺς στερεοὺς, ἐφαρμογὴν τελείαν. Παλτὰ ἕτοιμα ἀπὸ 25 καὶ ἄνω ἐκ μεγάλης συλλογῆς Αἰόλου 162 (παραπλεύρως Ἐθνικῆς Τραπέζης). (5): [504, 991, 960, 1034]
ad-text: Τὸ γνωρίζει πλέον ὅλος ὁ κόσμος ὅτι: [618, 1219, 846, 1234]
ad-ankyra-insurance: [980, 1112, 1220, 1402]
ad-shop: ΣΤΟΥ ΣΑΒΒΑ ΒΑΡΒΙΤΣΙΩΤΗ: [285, 985, 476, 1000]
ad-text: Ἔχει εἰς ἄπειρον ποικιλίαν: [296, 1161, 465, 1176]
ad-address: 105 — Ὁδὸς Ἀθηνᾶς — 105: [674, 1368, 900, 1387]
ad-address: 38 — Ὁδὸς Ἑρμοῦ — 38: [302, 1352, 459, 1367]
ad-text: Ὁ μοναδικὸς ἀνθοκόμος μας — ΕΝ ΑΘΗΝΑΙΣ 3 Ὁδὸς Σουλίου 3 Ὄπισθεν Συντάγματος — ΕΝ ΠΕΙΡΑΙΕΙ Λεωφόρος Ἀθηνῶν Τρύπα. Παρασκευάζονται βαθμιαῖοι Ὁλλανδίας (5): [270, 1202, 491, 1287]
serial-paragraph: — Ἐλίζαμπετ... Σᾶς προστατεύουν!... Ὁ Δεζαρβὴ ἀπεθέσε τὴν φωτογραφίαν ἐπὶ τοῦ στήθους του, καὶ ἔμεινε ἐπὶ μακρόν ἀκίνητος. Δὲν ἤκουε πλέον τοὺς βήματα τῶν φρουρῶν. Δὲν ἔβλεπε πλέον τὸν τοῖχον. Ἔβλεπε μόνον αὐτήν, τὴν ἀγαπημένην του, ὡς τὴν ἐγνώρισε κατὰ τὴν πρώτην ἡμέραν.: [1235, 637, 1586, 708]
ad-text: Καὶ εἰς τὸ ΦΩΤΟΒΟΛΟΝ τοῦ Ἀθανασοπούλου καὶ Ἰωάννα ἐκτελοῦνται ἐγκαταστάσεις ἠλεκτρισμοῦ, ἡλεκτρικοὶ καὶ ἠλεκτρικῶν κωδώνων, μὲ ἐλλειμένα καὶ ταχύτητα.: [982, 997, 1218, 1068]
serial-paragraph: κάλλος καὶ δάνεια χαρίσματα. Αὐτὸ δὲν κατώρθωσαν νὰ τὸ κάμουν.: [270, 125, 491, 153]
price-row: [980, 288, 1220, 327]
ad-name: Ο ΦΛΕΡΙΑΝΟΣ: [302, 1177, 459, 1202]
column-rule: [258, 125, 259, 2255]
column-4: [980, 125, 1220, 2255]
